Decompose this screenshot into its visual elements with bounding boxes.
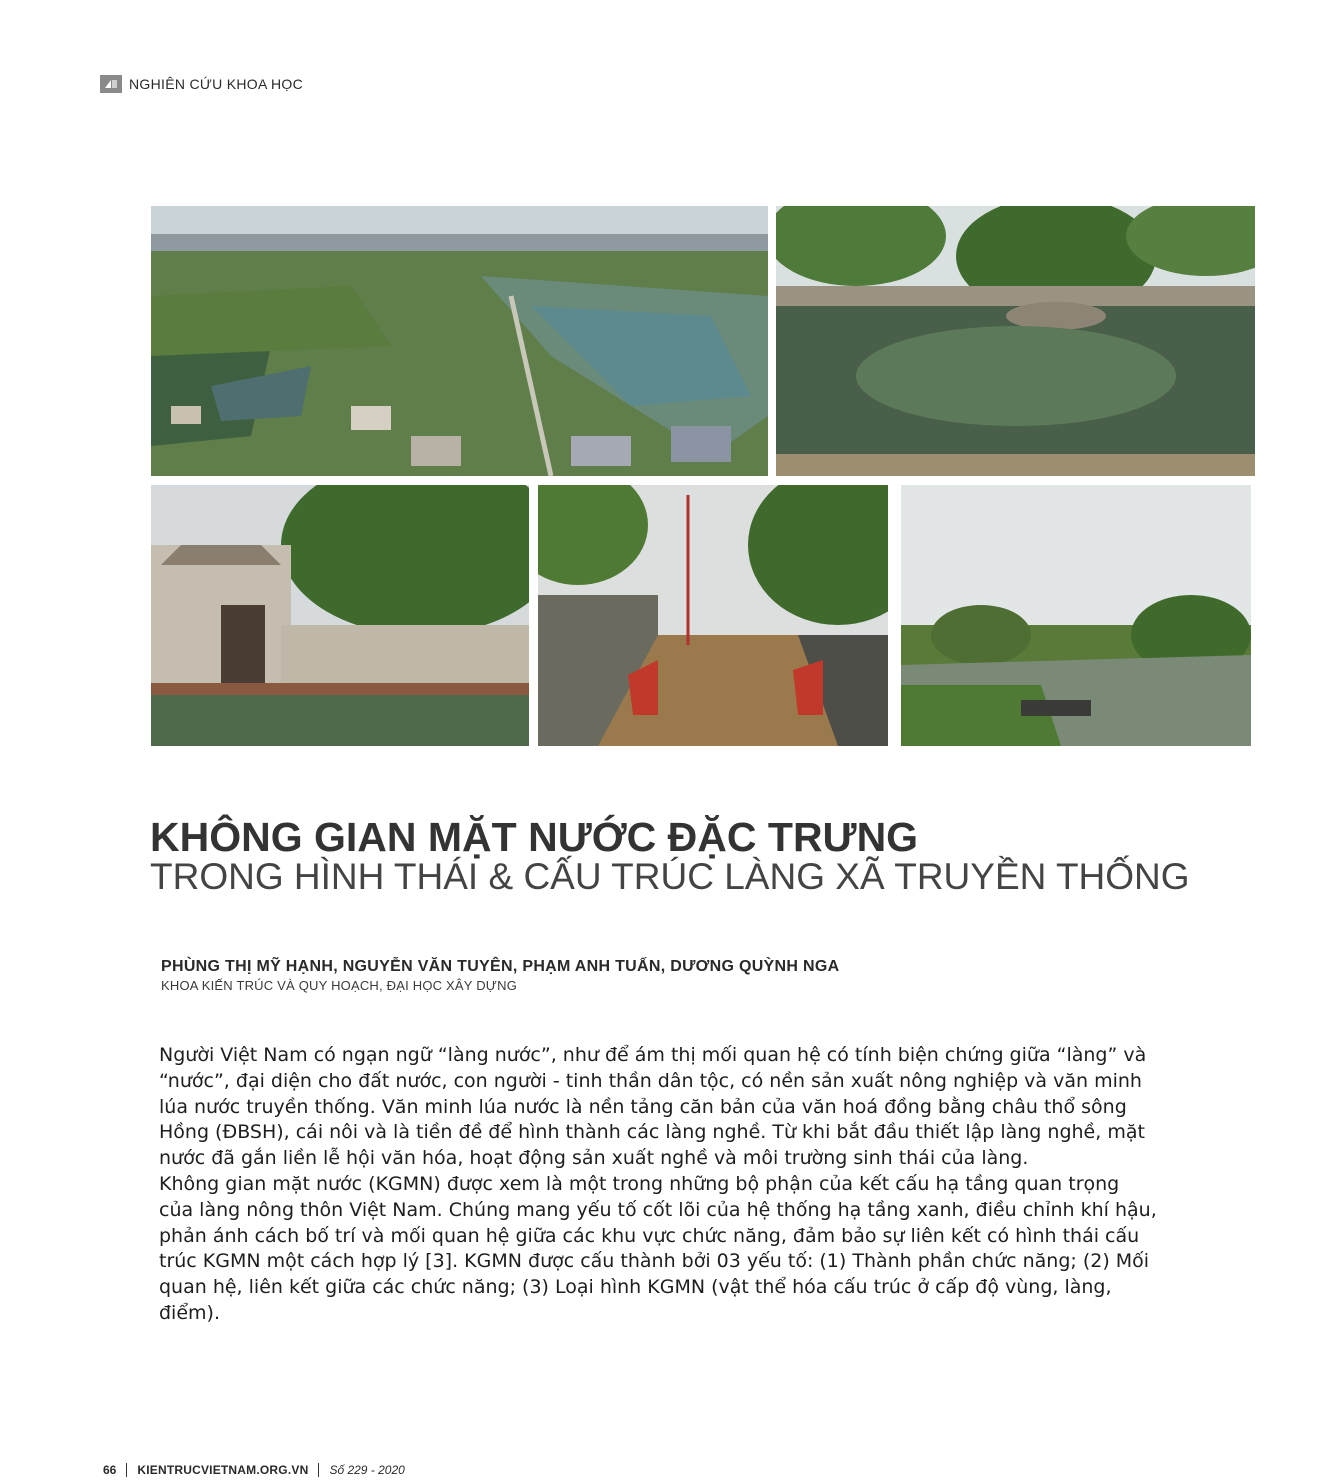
section-label: NGHIÊN CỨU KHOA HỌC — [129, 76, 304, 92]
issue-number: Số 229 - 2020 — [329, 1463, 405, 1477]
temple-gate-photo — [151, 485, 529, 746]
festival-canal-photo — [538, 485, 888, 746]
affiliation: KHOA KIẾN TRÚC VÀ QUY HOẠCH, ĐẠI HỌC XÂY DỰNG — [161, 978, 518, 993]
authors: PHÙNG THỊ MỸ HẠNH, NGUYỄN VĂN TUYÊN, PHẠM ANH TUẤN, DƯƠNG QUỲNH NGA — [161, 958, 840, 975]
page-footer — [103, 1462, 405, 1478]
article-title: KHÔNG GIAN MẶT NƯỚC ĐẶC TRƯNG — [150, 814, 919, 860]
article-subtitle: TRONG HÌNH THÁI & CẤU TRÚC LÀNG XÃ TRUYỀN THỐNG — [150, 856, 1190, 897]
footer-divider — [318, 1463, 319, 1477]
body-paragraph-1: Người Việt Nam có ngạn ngữ “làng nước”, như để ám thị mối quan hệ có tính biện chứng giữa “làng” và “nước”, đại diện cho đất nước, con người - tinh thần dân tộc, có nền sản xuất nông nghiệp và văn minh lúa nước truyền thống. Văn minh lúa nước là nền tảng căn bản của văn hoá đồng bằng châu thổ sông Hồng (ĐBSH), cái nôi và là tiền đề để hình thành các làng nghề. Từ khi bắt đầu thiết lập làng nghề, mặt nước đã gắn liền lễ hội văn hóa, hoạt động sản xuất nghề và môi trường sinh thái của làng. — [159, 1044, 1147, 1170]
section-icon — [100, 75, 122, 93]
body-paragraph-2: Không gian mặt nước (KGMN) được xem là một trong những bộ phận của kết cấu hạ tầng quan trọng của làng nông thôn Việt Nam. Chúng mang yếu tố cốt lõi của hệ thống hạ tầng xanh, điều chỉnh khí hậu, phản ánh cách bố trí và mối quan hệ giữa các khu vực chức năng, đảm bảo sự liên kết có hình thái cấu trúc KGMN một cách hợp lý [3]. KGMN được cấu thành bởi 03 yếu tố: (1) Thành phần chức năng; (2) Mối quan hệ, liên kết giữa các chức năng; (3) Loại hình KGMN (vật thể hóa cấu trúc ở cấp độ vùng, làng, điểm). — [159, 1172, 1157, 1324]
footer-divider — [126, 1463, 127, 1477]
boat-pond-photo — [901, 485, 1251, 746]
aerial-village-photo — [151, 206, 768, 476]
publication-name: KIENTRUCVIETNAM.ORG.VN — [137, 1463, 309, 1477]
village-pond-photo — [776, 206, 1255, 476]
page-number: 66 — [103, 1463, 117, 1477]
article-body — [159, 1043, 1159, 1327]
